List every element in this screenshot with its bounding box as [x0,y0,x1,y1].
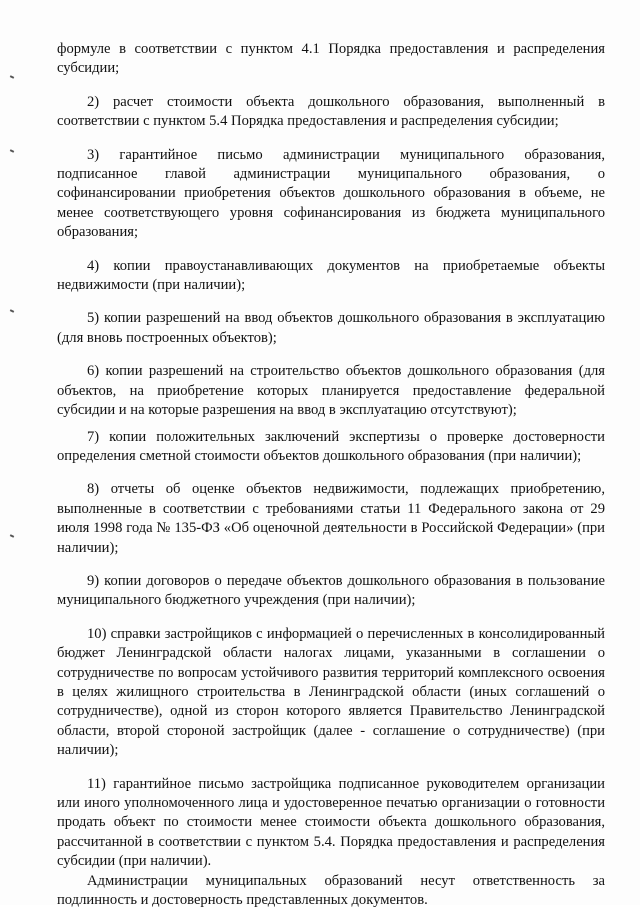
paragraph-item-9: 9) копии договоров о передаче объектов дошкольного образования в пользование муниципального бюджетного учреждения (при наличии); [57,572,605,609]
document-body [57,40,605,910]
paragraph-item-2: 2) расчет стоимости объекта дошкольного образования, выполненный в соответствии с пунктом 5.4 Порядка предоставления и распределения субсидии; [57,93,605,130]
paragraph-item-11: 11) гарантийное письмо застройщика подписанное руководителем организации или иного уполномоченного лица и удостоверенное печатью организации о готовности продать объект по стоимости менее стоимости объекта дошкольного образования, рассчитанной в соответствии с пунктом 5.4. Порядка предоставления и распределения субсидии (при наличии). [57,775,605,870]
paragraph-item-4: 4) копии правоустанавливающих документов на приобретаемые объекты недвижимости (при наличии); [57,257,605,294]
scan-margin-mark [10,149,14,153]
paragraph-item-10: 10) справки застройщиков с информацией о перечисленных в консолидированный бюджет Ленинградской области налогах лицами, указанными в соглашении о сотрудничестве по вопросам устойчивого развития территорий комплексного освоения в целях жилищного строительства в Ленинградской области (иных соглашений о сотрудничестве), одной из сторон которого является Правительство Ленинградской области, второй стороной застройщик (далее - соглашение о сотрудничестве) (при наличии); [57,625,605,759]
scan-margin-mark [10,534,14,538]
paragraph-closing: Администрации муниципальных образований несут ответственность за подлинность и достоверность представленных документов. [57,872,605,909]
paragraph-item-7: 7) копии положительных заключений экспертизы о проверке достоверности определения сметной стоимости объектов дошкольного образования (при наличии); [57,428,605,464]
paragraph-item-6: 6) копии разрешений на строительство объектов дошкольного образования (для объектов, на приобретение которых планируется предоставление федеральной субсидии и на которые разрешения на ввод в эксплуатацию отсутствуют); [57,363,605,419]
scan-margin-mark [10,75,14,79]
scan-margin-mark [10,309,14,313]
paragraph-continuation: формуле в соответствии с пунктом 4.1 Порядка предоставления и распределения субсидии; [57,41,605,77]
paragraph-item-3: 3) гарантийное письмо администрации муниципального образования, подписанное главой администрации муниципального образования, о софинансировании приобретения объектов дошкольного образования в объеме, не менее соответствующего уровня софинансирования из бюджета муниципального образования; [57,146,605,241]
paragraph-item-5: 5) копии разрешений на ввод объектов дошкольного образования в эксплуатацию (для вновь построенных объектов); [57,310,605,346]
paragraph-item-8: 8) отчеты об оценке объектов недвижимости, подлежащих приобретению, выполненные в соответствии с требованиями статьи 11 Федерального закона от 29 июля 1998 года № 135-ФЗ «Об оценочной деятельности в Российской Федерации» (при наличии); [57,481,605,556]
